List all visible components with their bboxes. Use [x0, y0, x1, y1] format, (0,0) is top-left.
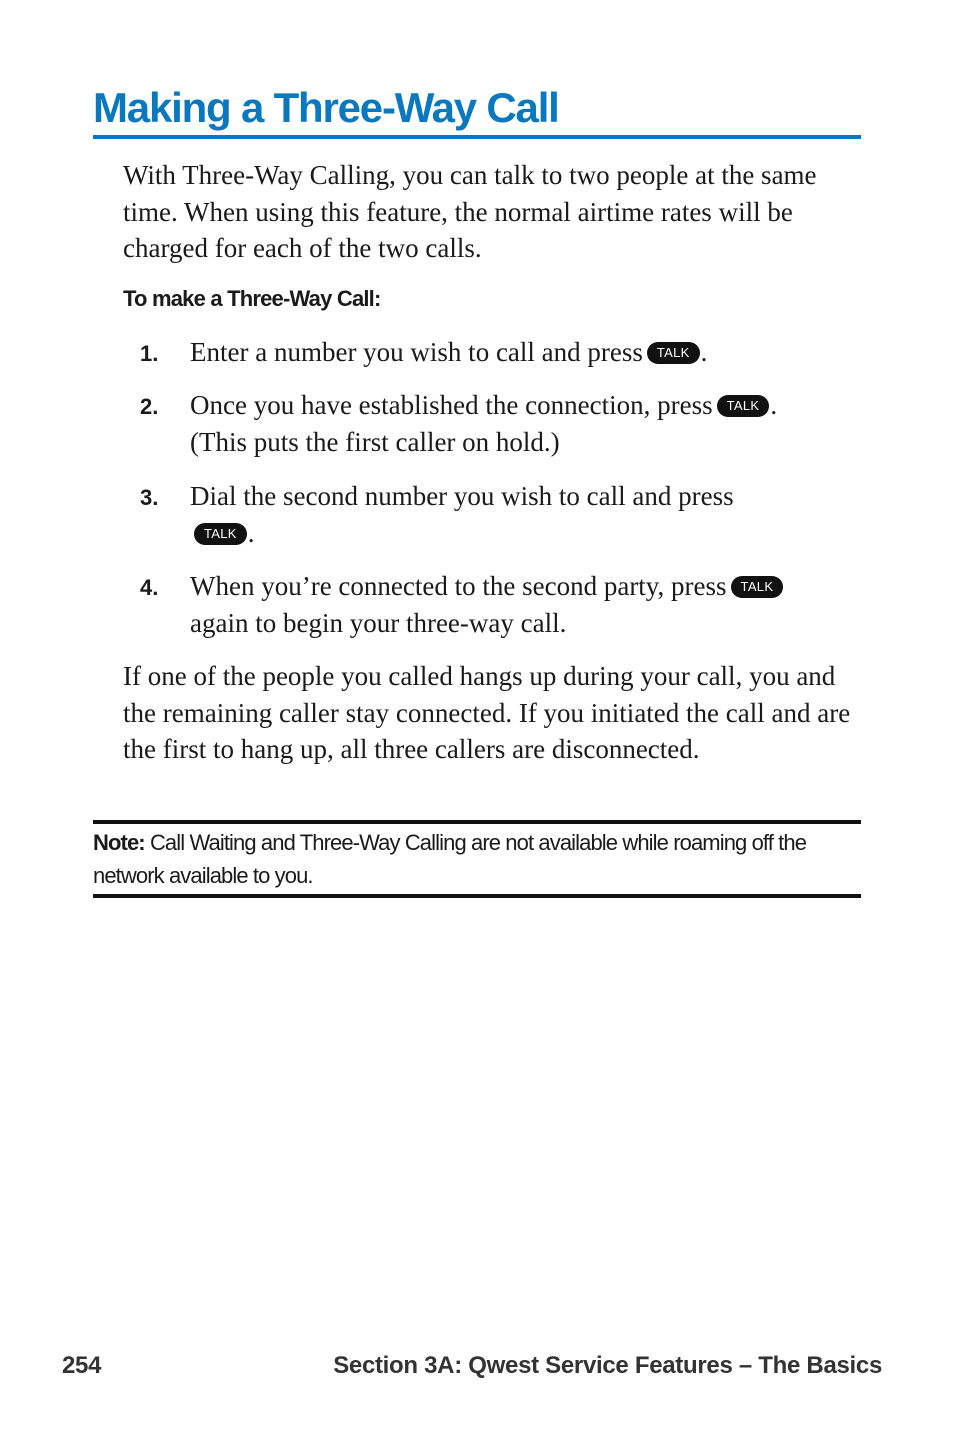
step-number: 2. — [140, 394, 159, 419]
step-number: 4. — [140, 575, 159, 600]
step-text-before: Enter a number you wish to call and press — [190, 337, 643, 367]
section-title: Section 3A: Qwest Service Features – The Basics — [333, 1352, 882, 1379]
step-text — [190, 387, 790, 460]
step-text-after: . (This puts the first caller on hold.) — [190, 390, 778, 457]
note-top-rule — [93, 820, 861, 824]
note-box — [93, 826, 863, 892]
intro-paragraph: With Three-Way Calling, you can talk to two people at the same time. When using this feature, the normal airtime rates will be charged for each of the two calls. — [123, 160, 817, 263]
step-text-after: . — [700, 337, 708, 367]
step-text-before: When you’re connected to the second party, press — [190, 571, 727, 601]
step-text-after: . — [247, 517, 255, 548]
step-text — [190, 568, 790, 641]
talk-key-icon: TALK — [717, 395, 770, 417]
talk-key-icon: TALK — [647, 342, 700, 364]
page-number: 254 — [62, 1352, 102, 1379]
step-number: 1. — [140, 341, 159, 366]
talk-key-icon: TALK — [194, 523, 247, 545]
page-title: Making a Three-Way Call — [93, 84, 559, 131]
note-text: Call Waiting and Three-Way Calling are not available while roaming off the network available to you. — [93, 830, 807, 888]
title-underline — [93, 135, 861, 139]
hang-up-paragraph: If one of the people you called hangs up during your call, you and the remaining caller stay connected. If you initiated the call and are the first to hang up, all three callers are disconnected. — [123, 661, 851, 764]
step-text-before: Once you have established the connection, press — [190, 390, 713, 420]
step-text — [190, 478, 790, 551]
step-text-before: Dial the second number you wish to call and press — [190, 481, 734, 511]
step-number: 3. — [140, 485, 159, 510]
step-text-after: again to begin your three-way call. — [190, 607, 567, 638]
procedure-heading: To make a Three-Way Call: — [123, 286, 381, 311]
note-label: Note: — [93, 830, 145, 855]
note-bottom-rule — [93, 894, 861, 898]
talk-key-icon: TALK — [731, 576, 784, 598]
step-text — [190, 334, 860, 371]
